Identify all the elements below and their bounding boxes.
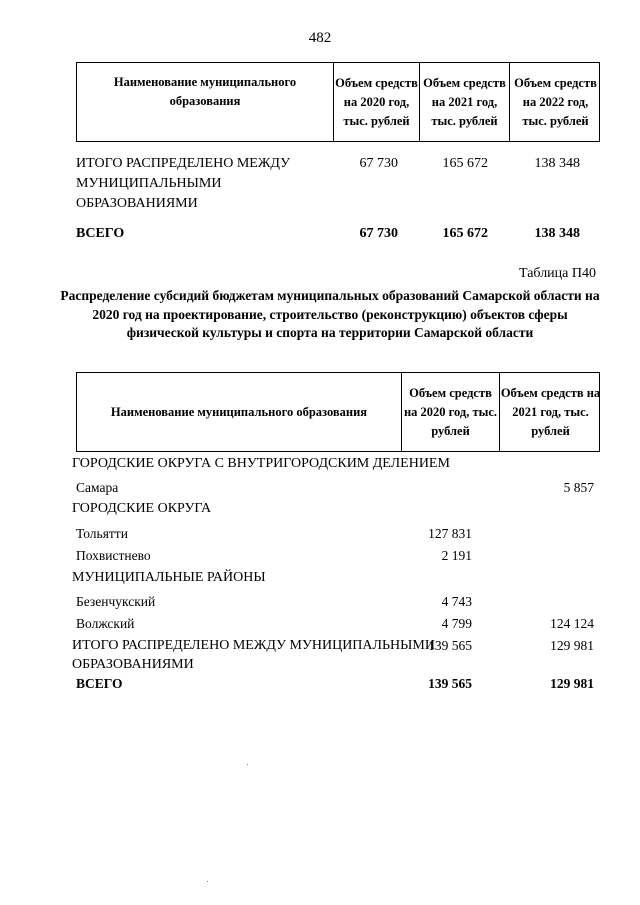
value-2021: 129 981 — [550, 676, 594, 691]
value-2020: 67 730 — [359, 156, 398, 171]
group-name: ГОРОДСКИЕ ОКРУГА — [72, 501, 212, 516]
header-2021: Объем средств на 2021 год, тыс. рублей — [499, 373, 601, 451]
header-2021: Объем средств на 2021 год, тыс. рублей — [419, 63, 509, 141]
value-2020: 139 565 — [428, 676, 472, 691]
value-2020: 139 565 — [428, 638, 472, 653]
row-name: ВСЕГО — [76, 676, 123, 691]
page-number: 482 — [308, 30, 332, 46]
scan-speck — [247, 764, 248, 765]
row-name: Тольятти — [76, 526, 128, 541]
row-name: ИТОГО РАСПРЕДЕЛЕНО МЕЖДУ МУНИЦИПАЛЬНЫМИ ОБРАЗОВАНИЯМИ — [76, 156, 290, 211]
header-2020: Объем средств на 2020 год, тыс. рублей — [333, 63, 419, 141]
budget-table-2 — [72, 372, 601, 691]
table-2-header — [76, 372, 600, 452]
value-2021: 124 124 — [550, 616, 594, 631]
row-name: Волжский — [76, 616, 135, 631]
value-2020: 127 831 — [428, 526, 472, 541]
row-name: Безенчукский — [76, 594, 156, 609]
budget-table-1 — [76, 62, 600, 241]
table-title: Распределение субсидий бюджетам муниципальных образований Самарской области на 2020 год на проектирование, строительство (реконструкцию) объектов сферы физической культуры и спорта на территории Самарской области — [60, 288, 600, 340]
table-label: Таблица П40 — [519, 266, 596, 281]
value-2021: 165 672 — [442, 156, 488, 171]
header-name: Наименование муниципального образования — [110, 404, 368, 419]
header-name: Наименование муниципального образования — [113, 75, 297, 108]
value-2022: 138 348 — [534, 156, 580, 171]
value-2020: 67 730 — [359, 226, 398, 241]
scan-speck — [207, 881, 208, 882]
value-2021: 129 981 — [550, 638, 594, 653]
header-2020: Объем средств на 2020 год, тыс. рублей — [401, 373, 499, 451]
row-name: Похвистнево — [76, 548, 151, 563]
table-1-header — [76, 62, 600, 142]
value-2020: 4 743 — [441, 594, 472, 609]
row-name: ВСЕГО — [76, 226, 125, 241]
row-name: ИТОГО РАСПРЕДЕЛЕНО МЕЖДУ МУНИЦИПАЛЬНЫМИ ОБРАЗОВАНИЯМИ — [72, 638, 435, 672]
value-2021: 5 857 — [563, 480, 594, 495]
value-2020: 2 191 — [441, 548, 472, 563]
row-name: Самара — [76, 480, 119, 495]
group-name: МУНИЦИПАЛЬНЫЕ РАЙОНЫ — [72, 570, 266, 585]
value-2022: 138 348 — [534, 226, 580, 241]
value-2021: 165 672 — [442, 226, 488, 241]
group-name: ГОРОДСКИЕ ОКРУГА С ВНУТРИГОРОДСКИМ ДЕЛЕНИЕМ — [72, 456, 450, 471]
value-2020: 4 799 — [441, 616, 472, 631]
header-2022: Объем средств на 2022 год, тыс. рублей — [509, 63, 601, 141]
